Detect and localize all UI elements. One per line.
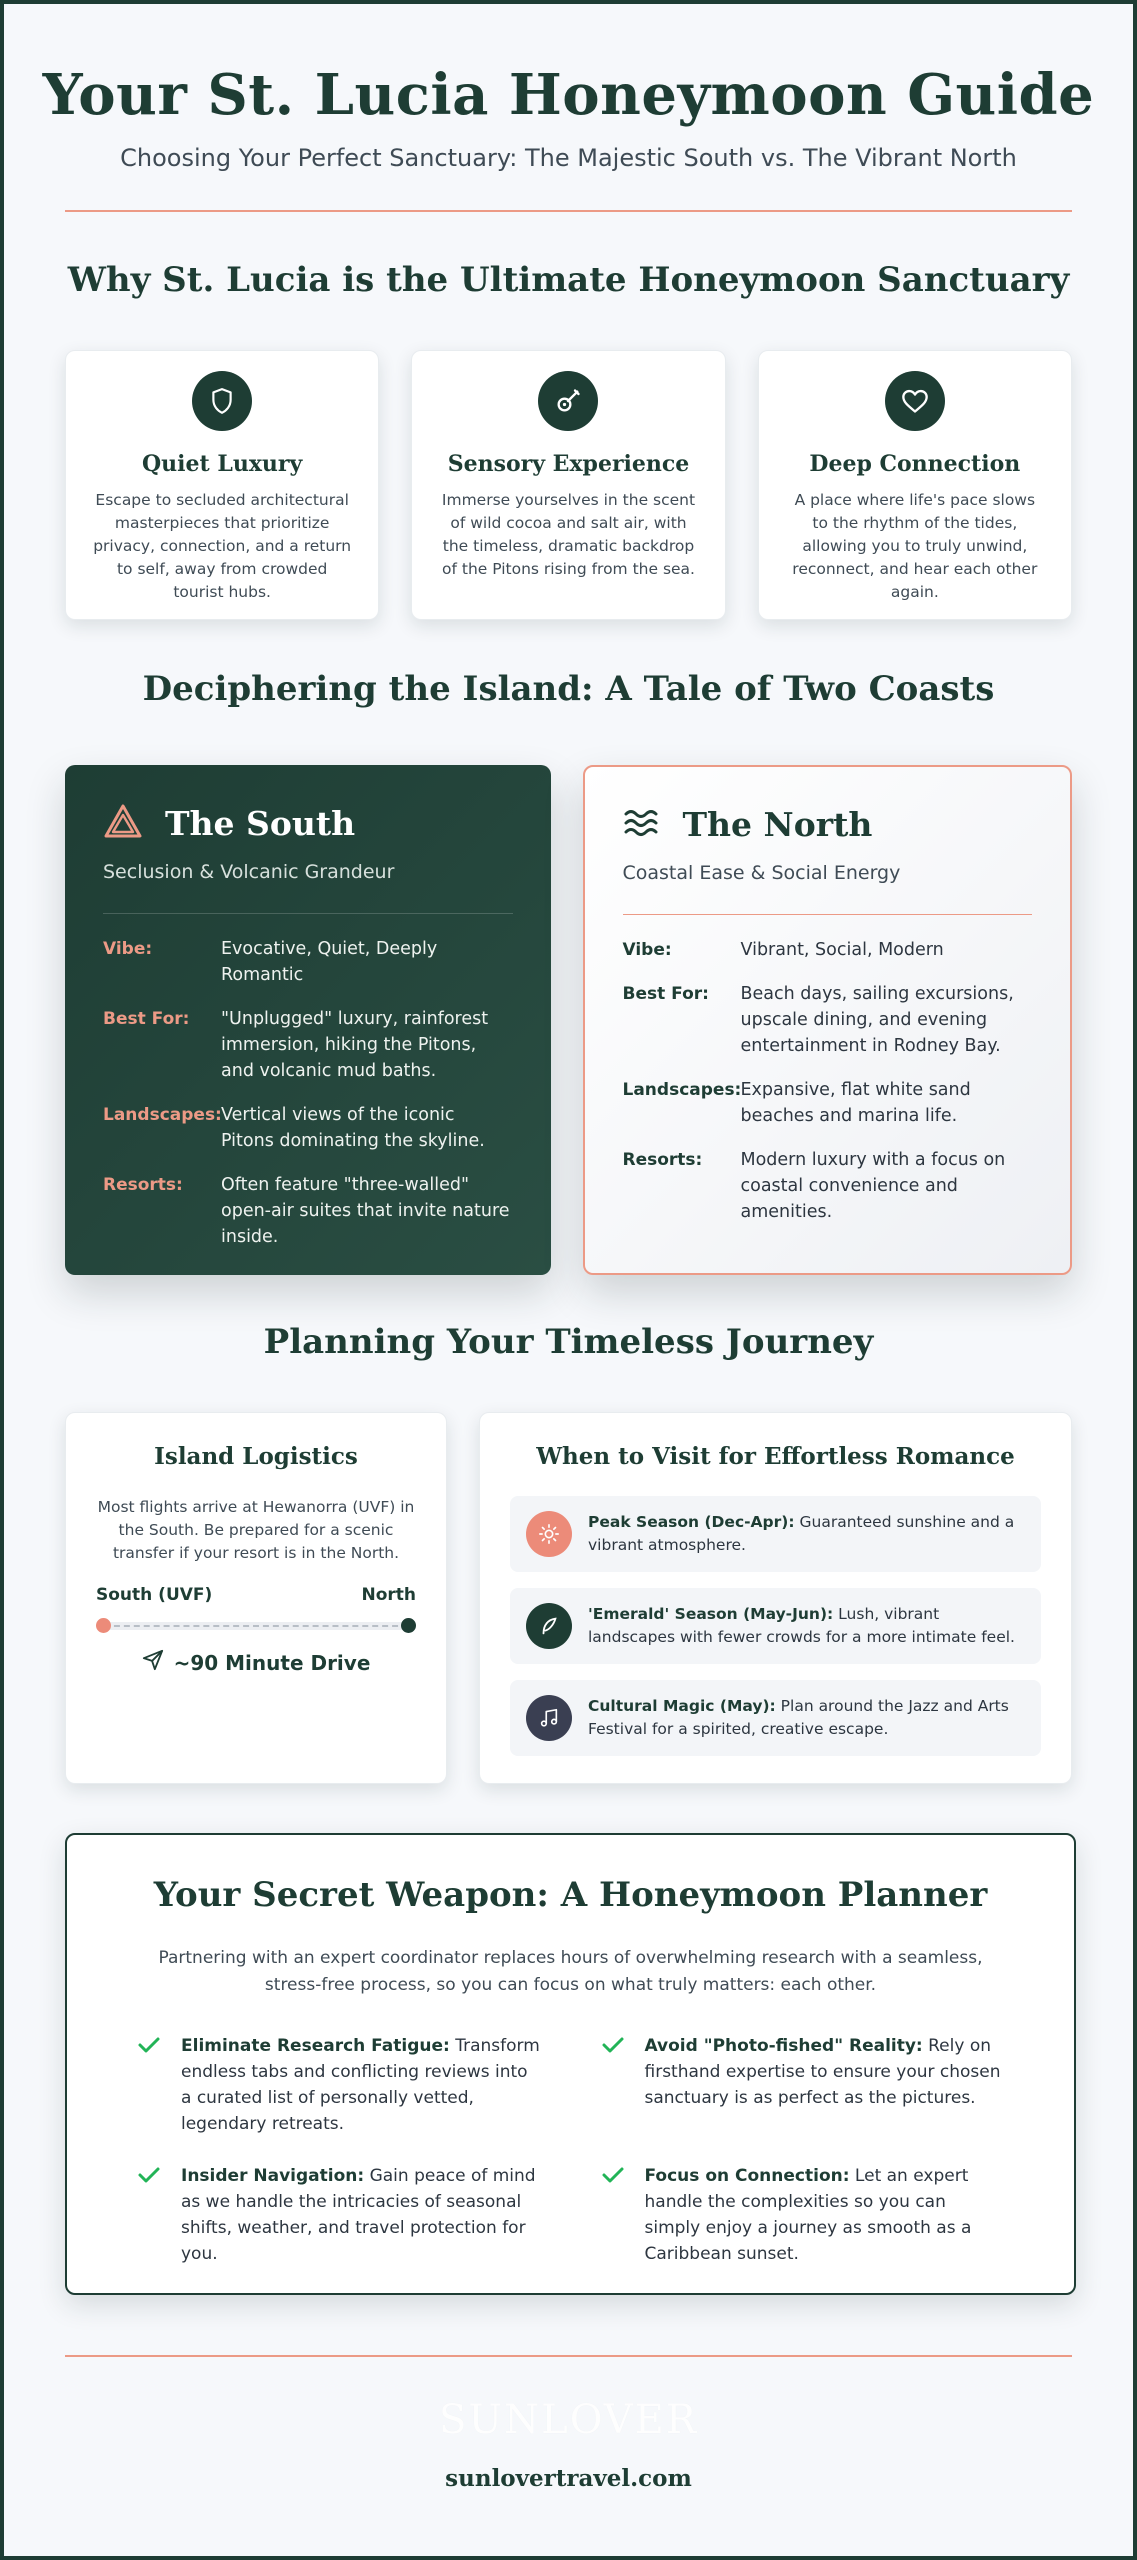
south-coast-tagline: Seclusion & Volcanic Grandeur <box>103 861 395 883</box>
north-attr-row <box>623 981 1033 1059</box>
attr-value: Expansive, flat white sand beaches and marina life. <box>740 1080 971 1126</box>
music-icon <box>526 1695 572 1741</box>
send-icon <box>142 1649 164 1676</box>
benefit-label: Avoid "Photo-fished" Reality: <box>644 2036 923 2056</box>
attr-value: Modern luxury with a focus on coastal convenience and amenities. <box>740 1150 1006 1222</box>
mountain-icon <box>103 803 143 843</box>
why-section-title: Why St. Lucia is the Ultimate Honeymoon Sanctuary <box>67 260 1070 300</box>
drive-time <box>96 1649 416 1676</box>
shield-icon <box>192 371 252 431</box>
north-coast-card <box>583 765 1073 1275</box>
benefit-item <box>601 2163 1005 2267</box>
coasts-section-title: Deciphering the Island: A Tale of Two Coasts <box>142 669 995 709</box>
south-attr-row <box>103 1172 513 1250</box>
route-from-label: South (UVF) <box>96 1585 213 1605</box>
north-coast-tagline: Coastal Ease & Social Energy <box>622 862 901 884</box>
season-item <box>510 1496 1041 1572</box>
south-coast-card <box>65 765 551 1275</box>
benefit-label: Eliminate Research Fatigue: <box>181 2036 450 2056</box>
logistics-title: Island Logistics <box>154 1443 358 1470</box>
benefit-label: Focus on Connection: <box>644 2166 850 2186</box>
south-coast-divider <box>103 913 513 914</box>
season-text: Lush, vibrant landscapes with fewer crowds for a more intimate feel. <box>588 1605 1015 1646</box>
attr-key: Landscapes: <box>103 1105 222 1125</box>
route-line <box>96 1617 416 1635</box>
attr-key: Vibe: <box>622 940 672 960</box>
benefit-label: Insider Navigation: <box>181 2166 365 2186</box>
season-item <box>510 1588 1041 1664</box>
route-start-dot <box>96 1618 111 1633</box>
page-footer <box>4 2355 1133 2492</box>
why-card-title: Quiet Luxury <box>142 451 303 477</box>
attr-key: Best For: <box>622 984 709 1004</box>
benefit-text: Let an expert handle the complexities so you can simply enjoy a journey as smooth as a Caribbean sunset. <box>644 2166 972 2264</box>
attr-key: Landscapes: <box>622 1080 742 1100</box>
why-card-quiet-luxury <box>65 350 379 620</box>
attr-value: Beach days, sailing excursions, upscale dining, and evening entertainment in Rodney Bay. <box>740 984 1014 1056</box>
attr-value: "Unplugged" luxury, rainforest immersion, hiking the Pitons, and volcanic mud baths. <box>221 1009 489 1081</box>
south-attr-row <box>103 1006 513 1084</box>
north-attr-row <box>623 937 1033 963</box>
route-end-dot <box>401 1618 416 1633</box>
guitar-icon <box>538 371 598 431</box>
seasons-title: When to Visit for Effortless Romance <box>536 1443 1015 1470</box>
season-label: Cultural Magic (May): <box>588 1697 776 1715</box>
why-card-text: Immerse yourselves in the scent of wild cocoa and salt air, with the timeless, dramatic backdrop of the Pitons rising from the sea. <box>441 491 696 578</box>
attr-value: Evocative, Quiet, Deeply Romantic <box>221 939 438 985</box>
brand-logo: SUNLOVER <box>439 2397 698 2443</box>
north-attr-row <box>623 1077 1033 1129</box>
planner-section <box>65 1833 1076 2295</box>
check-icon <box>601 2163 627 2267</box>
season-label: 'Emerald' Season (May-Jun): <box>588 1605 834 1623</box>
benefit-item <box>137 2033 541 2137</box>
planning-section-title: Planning Your Timeless Journey <box>263 1322 874 1362</box>
header-divider <box>65 210 1072 212</box>
seasons-card <box>479 1412 1072 1784</box>
leaf-icon <box>526 1603 572 1649</box>
why-card-title: Sensory Experience <box>447 451 690 477</box>
planner-title: Your Secret Weapon: A Honeymoon Planner <box>153 1875 988 1915</box>
footer-divider <box>65 2355 1072 2357</box>
north-coast-divider <box>623 914 1033 915</box>
planning-section <box>4 1322 1133 1784</box>
attr-value: Vibrant, Social, Modern <box>740 940 944 960</box>
route-dashes <box>104 1625 408 1629</box>
coasts-section <box>4 669 1133 1275</box>
waves-icon <box>623 806 661 844</box>
north-coast-title: The North <box>682 805 873 844</box>
attr-key: Vibe: <box>103 939 153 959</box>
benefit-item <box>137 2163 541 2267</box>
season-text: Guaranteed sunshine and a vibrant atmosphere. <box>588 1513 1015 1554</box>
why-card-text: A place where life's pace slows to the rhythm of the tides, allowing you to truly unwind, reconnect, and hear each other again. <box>792 491 1038 601</box>
why-card-sensory-experience <box>411 350 725 620</box>
sun-icon <box>526 1511 572 1557</box>
heart-icon <box>885 371 945 431</box>
attr-key: Resorts: <box>103 1175 183 1195</box>
why-card-title: Deep Connection <box>809 451 1021 477</box>
season-label: Peak Season (Dec-Apr): <box>588 1513 795 1531</box>
why-section <box>4 260 1133 620</box>
benefit-text: Transform endless tabs and conflicting reviews into a curated list of personally vetted, legendary retreats. <box>181 2036 540 2134</box>
logistics-text: Most flights arrive at Hewanorra (UVF) in the South. Be prepared for a scenic transfer if your resort is in the North. <box>97 1498 415 1562</box>
check-icon <box>137 2033 163 2137</box>
route-to-label: North <box>361 1585 416 1605</box>
attr-value: Vertical views of the iconic Pitons dominating the skyline. <box>221 1105 485 1151</box>
check-icon <box>601 2033 627 2137</box>
benefit-text: Gain peace of mind as we handle the intricacies of seasonal shifts, weather, and travel protection for you. <box>181 2166 536 2264</box>
why-card-deep-connection <box>758 350 1072 620</box>
drive-time-label: ~90 Minute Drive <box>173 1650 371 1675</box>
south-coast-title: The South <box>165 803 356 843</box>
benefit-item <box>601 2033 1005 2137</box>
logistics-card <box>65 1412 447 1784</box>
season-text: Plan around the Jazz and Arts Festival for a spirited, creative escape. <box>588 1697 1009 1738</box>
attr-key: Resorts: <box>622 1150 703 1170</box>
south-attr-row <box>103 1102 513 1154</box>
why-card-text: Escape to secluded architectural masterpieces that prioritize privacy, connection, and a return to self, away from crowded tourist hubs. <box>93 491 352 601</box>
north-attr-row <box>623 1147 1033 1225</box>
page-subtitle: Choosing Your Perfect Sanctuary: The Majestic South vs. The Vibrant North <box>120 144 1017 172</box>
website-link[interactable]: sunlovertravel.com <box>445 2465 692 2492</box>
attr-key: Best For: <box>103 1009 190 1029</box>
check-icon <box>137 2163 163 2267</box>
season-item <box>510 1680 1041 1756</box>
attr-value: Often feature "three-walled" open-air suites that invite nature inside. <box>221 1175 510 1247</box>
page-title: Your St. Lucia Honeymoon Guide <box>42 62 1095 128</box>
page-header <box>4 4 1133 172</box>
planner-intro: Partnering with an expert coordinator replaces hours of overwhelming research with a seamless, stress-free process, so you can focus on what truly matters: each other. <box>158 1948 983 1995</box>
south-attr-row <box>103 936 513 988</box>
benefit-text: Rely on firsthand expertise to ensure your chosen sanctuary is as perfect as the pictures. <box>644 2036 1001 2108</box>
